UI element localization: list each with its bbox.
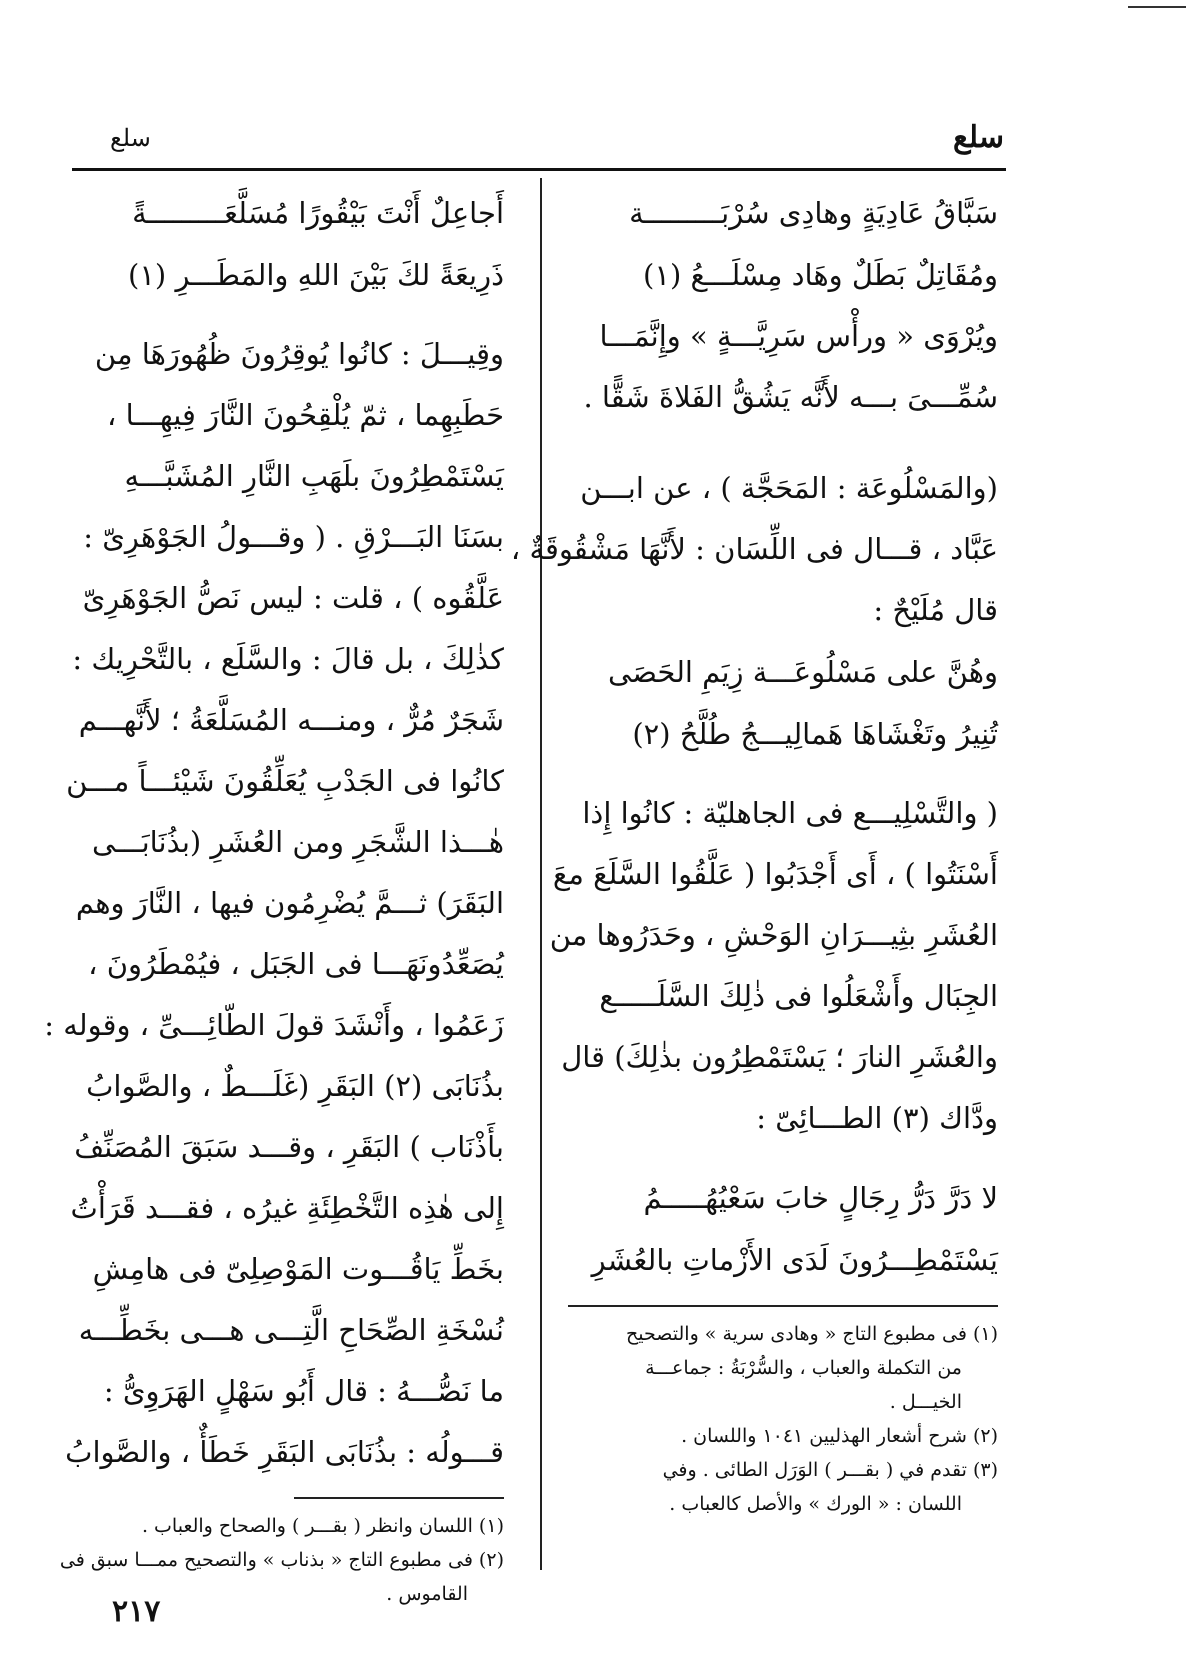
right-column (510, 182, 998, 1521)
text-line: ( والتَّسْلِيـــع فى الجاهليّة : كانُوا إِذا (582, 796, 998, 830)
text-line: بأَذْنَاب ) البَقَرِ ، وقـــد سَبَقَ المُصَنِّفُ (74, 1130, 504, 1164)
footnote: (١) اللسان وانظر ( بقـــر ) والصحاح والعباب . (141, 1515, 504, 1537)
verse-line: يَسْتَمْطِـــرُونَ لَدَى الأَزْماتِ بالعُشَرِ (591, 1243, 998, 1277)
text-line: شَجَرٌ مُرٌّ ، ومنـــه المُسَلَّعَةُ ؛ لأَنَّهـــم (78, 703, 504, 737)
footnote: القاموس . (386, 1583, 468, 1605)
footnote: من التكملة والعباب ، والسُّرْبَةُ : جماعـــة (645, 1357, 962, 1379)
text-line: إِلى هٰذِه التَّخْطِئَةِ غيرُه ، فقـــد قَرَأْتُ (70, 1191, 504, 1225)
text-line: حَطَبِهِما ، ثمّ يُلْقِحُونَ النَّارَ فِيهِـــا ، (107, 398, 504, 432)
page-number: ٢١٧ (112, 1594, 161, 1629)
text-line: يَسْتَمْطِرُونَ بلَهَبِ النَّارِ المُشَبَّـــهِ (124, 459, 504, 493)
header-rule (72, 168, 1006, 171)
text-line: سَبَّاقُ عَادِيَةٍ وهادِى سُرْبَـــــــــة (629, 196, 998, 230)
text-line: والعُشَرِ النارَ ؛ يَسْتَمْطِرُون بذٰلِكَ) قال (561, 1040, 998, 1074)
text-line: بسَنَا البَـــرْقِ . ( وقـــولُ الجَوْهَرِىّ : (83, 520, 504, 554)
running-header-left: سلع (110, 124, 151, 152)
top-edge-mark (1128, 6, 1186, 8)
footnote: (٣) تقدم في ( بقـــر ) الوَرَل الطائى . وفي (662, 1459, 998, 1481)
text-line: ومُقَاتِلٌ بَطَلٌ وهَاد مِسْلَـــعُ (١) (643, 258, 998, 292)
text-line: قال مُلَيْحٌ : (873, 593, 998, 627)
text-line: وقِيـــلَ : كانُوا يُوقِرُونَ ظُهُورَهَا مِن (94, 337, 504, 371)
verse-line: ذَرِيعَةً لكَ بَيْنَ اللهِ والمَطَـــرِ (١) (128, 258, 504, 292)
verse-line: تُنِيرُ وتَغْشَاهَا هَمالِيـــجُ طُلَّحُ (٢) (632, 717, 998, 751)
verse-line: لا دَرَّ دَرُّ رِجَالٍ خابَ سَعْيُهُـــــمُ (643, 1181, 998, 1215)
verse-line: أَجاعِلٌ أَنْتَ بَيْقُورًا مُسَلَّعَـــــــــةً (132, 196, 504, 230)
text-line: البَقَرَ) ثـــمَّ يُضْرِمُون فيها ، النَّارَ وهم (75, 886, 504, 920)
text-line: كذٰلِكَ ، بل قالَ : والسَّلَع ، بالتَّحْرِيك : (72, 642, 504, 676)
text-line: بخَطِّ يَاقُـــوت المَوْصِلِىّ فى هامِشِ (92, 1252, 504, 1286)
text-line: ويُرْوَى « ورأْس سَرِيَّـــةٍ » وإِنَّمَـــا (599, 319, 998, 353)
footnote: (١) فى مطبوع التاج « وهادى سرية » والتصحيح (626, 1323, 998, 1345)
text-line: هٰـــذا الشَّجَرِ ومن العُشَرِ (بذُنَابَـــى (91, 825, 504, 859)
text-line: كانُوا فى الجَدْبِ يُعَلِّقُونَ شَيْئـــاً مـــن (66, 764, 504, 798)
text-line: بذُنَابَى (٢) البَقَرِ (غَلَـــطٌ ، والصَّوابُ (86, 1069, 504, 1103)
text-line: أَسْنَتُوا ) ، أَى أَجْدَبُوا ( عَلَّقُوا السَّلَعَ معَ (552, 857, 998, 891)
text-line: العُشَرِ بثِيـــرَانِ الوَحْشِ ، وحَدَرُوها من (549, 918, 998, 952)
text-line: يُصَعِّدُونَهَـــا فى الجَبَل ، فيُمْطَرُونَ ، (88, 947, 504, 981)
left-column (44, 182, 504, 1611)
text-line: الجِبَال وأَشْعَلُوا فى ذٰلِكَ السَّلَـــــع (599, 979, 998, 1013)
text-line: عَلَّقُوه ) ، قلت : ليس نَصُّ الجَوْهَرِىّ (82, 581, 504, 615)
footnote: (٢) شرح أشعار الهذليين ١٠٤١ واللسان . (681, 1425, 998, 1447)
verse-line: وهُنَّ على مَسْلُوعَـــة زِيَمِ الحَصَى (608, 655, 998, 689)
footnote: (٢) فى مطبوع التاج « بذناب » والتصحيح ممـــا سبق فى (59, 1549, 504, 1571)
running-header-right: سلع (952, 120, 1004, 155)
column-divider (540, 178, 542, 1570)
text-line: (والمَسْلُوعَة : المَحَجَّة ) ، عن ابـــن (580, 471, 998, 505)
text-line: سُمِّـــىَ بـــه لأَنَّه يَشُقُّ الفَلاةَ شَقًّا . (583, 380, 998, 414)
text-line: قـــولُه : بذُنَابَى البَقَرِ خَطَأٌ ، والصَّوابُ (65, 1435, 504, 1469)
text-line: نُسْخَةِ الصِّحَاحِ الَّتِـــى هـــى بخَطِّـــه (78, 1313, 504, 1347)
text-line: عَبَّاد ، قـــال فى اللِّسَان : لأَنَّهَا مَشْقُوقَةٌ ، (510, 532, 998, 566)
footnote-rule (294, 1497, 504, 1499)
footnote-rule (568, 1305, 998, 1307)
text-line: ما نَصُّـــهُ : قال أَبُو سَهْلٍ الهَرَوِىُّ : (103, 1374, 504, 1408)
text-line: ودَّاك (٣) الطـــائِىّ : (756, 1101, 998, 1135)
footnote: الخيـــل . (889, 1391, 962, 1413)
text-line: زَعَمُوا ، وأَنْشَدَ قولَ الطّائِـــىِّ ، وقوله : (44, 1008, 504, 1042)
footnote: اللسان : « الورك » والأصل كالعباب . (669, 1493, 962, 1515)
